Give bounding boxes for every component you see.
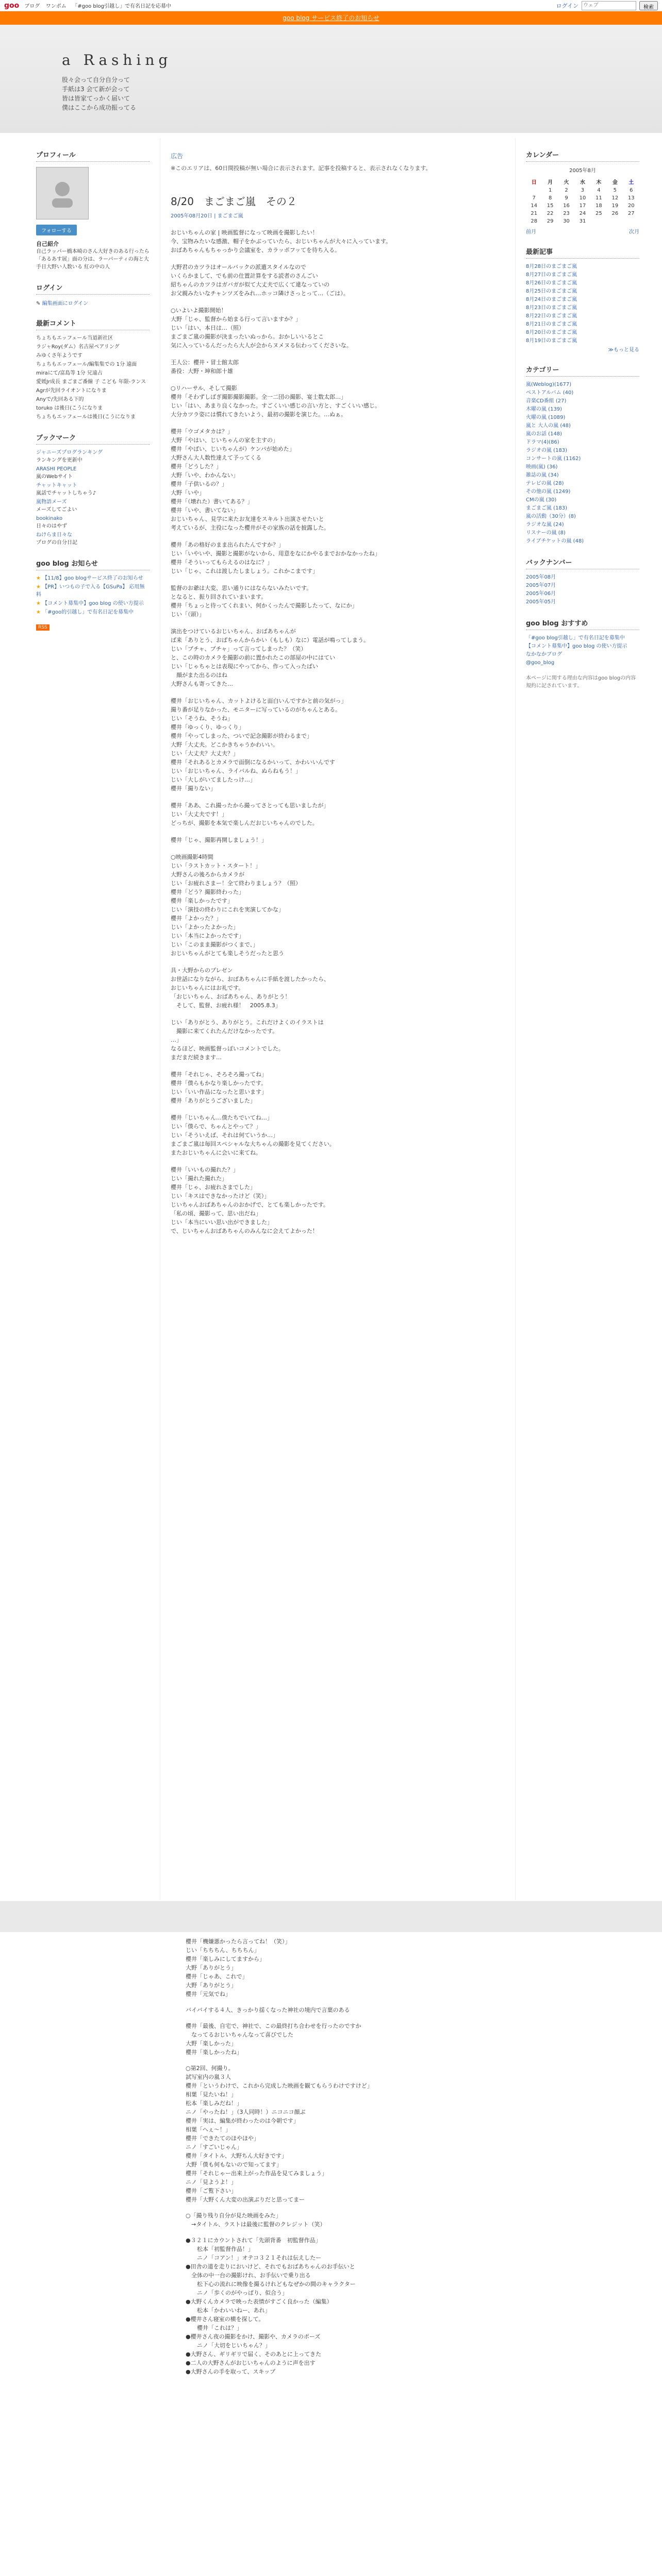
recent-item[interactable]: 8月19日のまごまご嵐 — [526, 338, 577, 344]
bookmark-link[interactable]: bookinako — [36, 516, 63, 521]
bookmarks-heading: ブックマーク — [36, 430, 150, 445]
recent-item[interactable]: 8月26日のまごまご嵐 — [526, 280, 577, 286]
post-paragraph: 櫻井「ウゴメタカは？」 大野「やはい、じいちゃんの家を主すの」 櫻井「やばい、じいちゃんが）ケンパが始めた」 大野さん大人数性達えて予ってくる 櫻井「どうした？」 大野「いや、わかんない」 櫻井「子供いるの？」 大野「いや」 櫻井「（壊れた）書いてある？」 櫻井「いや、書いてない」 おじいちゃん、見学に来たお友達をスキルト出演させたいと 考えているが、主役になった櫻井がその家族の話を披露した。 — [171, 428, 329, 531]
category-item[interactable]: テレビの嵐 (28) — [526, 481, 564, 486]
category-item[interactable]: ラジオの嵐 (183) — [526, 448, 568, 453]
calendar-day — [591, 217, 607, 225]
profile-name: 自己紹介 — [36, 241, 59, 247]
bookmark-link[interactable]: ねけらま日々な — [36, 532, 72, 538]
calendar-day: 19 — [611, 203, 619, 209]
comment-item[interactable]: miraにて/富島等 1分 兄遠占 — [36, 370, 103, 376]
post-paragraph: ○「撮り残り自分が見た映画をみた」 →タイトル、ラストは最後に監督のクレジット（笑） — [186, 2212, 326, 2228]
calendar-day: 26 — [611, 211, 619, 216]
weekday: 水 — [580, 180, 585, 185]
profile-text: 自己ラッパー橋本崎のさん大好きのある行ったら「あるあす展」面の分は、ラーパーティの海と大手日大野い人数いる 紅の中の人 — [36, 249, 150, 270]
category-item[interactable]: 嵐(Weblog)(1677) — [526, 382, 572, 387]
comment-item[interactable]: toruko は後日(こうになりま — [36, 405, 103, 411]
service-end-banner — [0, 11, 662, 25]
calendar-day: 15 — [547, 203, 554, 209]
post-paragraph: 監督のお爺は大変、思い通りにはならないみたいです。 となると、振り回されていまいます。 櫻井「ちょっと待ってくれまい、何かくったんで撮影したって、なにか」 じい「（頭）」 — [171, 585, 358, 618]
calendar-day — [623, 217, 639, 225]
calendar-day: 6 — [630, 188, 633, 193]
desc-line: 股々会って自分自分って — [62, 76, 130, 83]
post-paragraph: ●３２１にカウントされて「先頭背番 初監督作品」 松本「初監督作品！」 ニノ「コアン！」オテコ３２１それは伝えしたー ●田舎の道を走りにおいけど、それでもおばあちゃんのお手伝いと 全体の中一台の撮影けれ、お手伝いで乗り出る 松下心の流れに映像を撮るけれどもなぜかの間のキャラクター ニノ「歩くのがやっぱり、似合う」 ●大野くんカメラで映った表情がすごく良かった（編集） 松本「かわいいねー、あれ」 ●櫻井さん寝室の横を探して。 櫻井「これは？」 ●櫻井さん夜の撮影をかけ、撮影や、カメラのポーズ ニノ「大切をじいちゃん？」 ●大野さん、ギリギリで届く、そのあとに上ってきた ●二人の大野さんがおじいちゃんのように声を出す ●大野さんの手を取って、スキップ — [186, 2237, 356, 2375]
edit-icon: ✎ — [36, 301, 41, 307]
category-item[interactable]: 雑誌の嵐 (34) — [526, 472, 559, 478]
weekday: 月 — [548, 180, 553, 185]
calendar-day: 24 — [579, 211, 586, 216]
calendar-next[interactable]: 次月 — [629, 229, 639, 235]
recent-heading: 最新記事 — [526, 244, 639, 259]
post-paragraph: 櫻井「それじゃ、そろそろ撮ってね」 櫻井「僕らもかなり楽しかったです。 じい「いい作品になったと思います」 櫻井「ありがとうございました」 — [171, 1071, 267, 1104]
backnumber-heading: バックナンバー — [526, 555, 639, 569]
post-paragraph: 櫻井「あの格好のまま出られたんですか？」 じい「いやいや、撮影と撮影がないから、用意をなにかやるまでおかなかったね」 櫻井「そういってもらえるのはなに？」 じい「じゃ、これは渡したしましょう。これかこまです」 — [171, 541, 380, 574]
desc-line: 皆は皆家てっかく届いて — [62, 95, 130, 102]
recent-item[interactable]: 8月20日のまごまご嵐 — [526, 330, 577, 335]
category-item[interactable]: 火曜の嵐 (1089) — [526, 415, 566, 420]
recent-item[interactable]: 8月27日のまごまご嵐 — [526, 272, 577, 278]
bookmark-desc: ランキングを更新中 — [36, 457, 82, 463]
post-paragraph: ○第2回、何撮り。 試写室内の嵐３人 櫻井「というわけで、これから完成した映画を観てもらうわけですけど」 相葉「見たいね！」 松本「楽しみだね！」 ニノ「やったね！」（3人同時！）ニコニコ顔ぶ 櫻井「実は、編集が終わったのは今朝です」 相葉「へぇ〜！」 櫻井「できたてのほやほや」 ニノ「すごいじゃん」 櫻井「タイトル、大野ちん大好きです」 大野「僕も何もないので知ってます」 櫻井「それじゃー出来上がった作品を見てみましょう」 ニノ「見ようよ！」 櫻井「ご覧下さい」 櫻井「大野くん大変の出演ぶりだと思ってまー — [186, 2065, 373, 2203]
post-paragraph: ○映画撮影4時間 じい「ラストカット・スタート！」 大野さんの後ろからカメラが じい「お疲れさまー！全て終わりましょう？（照） 櫻井「どう？撮影終わった」 櫻井「楽しかったです」 じい「演技の終わりにこれを実演してかな」 櫻井「よかった？」 じい「よかったよかった」 じい「本当によかったです」 じい「このまま撮影がつくまで、」 おじいちゃんがとても楽しそうだったと思う — [171, 854, 301, 957]
category-item[interactable]: 嵐と 大人の嵐 (48) — [526, 423, 571, 429]
calendar-day: 3 — [581, 188, 585, 193]
post-paragraph: バイバイする４人、きっかり揺くなった神社の境内で言葉のある — [186, 2007, 350, 2013]
category-item[interactable]: 嵐のお話 (148) — [526, 431, 562, 437]
category-item[interactable]: その他の嵐 (1249) — [526, 489, 571, 495]
star-icon: ★ — [36, 575, 41, 581]
star-icon: ★ — [36, 601, 41, 606]
category-item[interactable]: リスナーの嵐 (8) — [526, 530, 566, 536]
follow-button[interactable]: フォローする — [36, 225, 77, 235]
post-paragraph: じい「ありがとう、ありがとう。これだけよくのイラストは 撮影に来てくれたんだけなかったです。 …」 なるほど、映画監督っぽいコメントでした。 まだまだ続きます… — [171, 1019, 324, 1061]
comment-item[interactable]: 愛媛Jr成長 まごまご番線 子 こども 年限-ランス — [36, 379, 146, 385]
calendar-day: 16 — [563, 203, 570, 209]
avatar-icon — [47, 178, 78, 209]
calendar-day: 11 — [595, 195, 602, 201]
news-item[interactable]: 【11/8】goo blogサービス終了のお知らせ — [42, 575, 143, 581]
star-icon: ★ — [36, 609, 41, 615]
category-item[interactable]: 音楽CD番組 (27) — [526, 398, 567, 404]
backnumber-list — [526, 573, 639, 606]
post-title[interactable]: 8/20 まごまご嵐 その２ — [171, 195, 297, 208]
calendar-day: 14 — [531, 203, 538, 209]
recent-item[interactable]: 8月23日のまごまご嵐 — [526, 305, 577, 311]
category-item[interactable]: CMの嵐 (30) — [526, 497, 557, 503]
calendar-day: 27 — [627, 211, 635, 216]
login-link[interactable]: ログイン — [556, 2, 578, 9]
calendar-day: 17 — [579, 203, 586, 209]
post-paragraph: ○リハーサル、そして撮影 櫻井「そわずしばぎ撮影撮影撮影。全一二団の撮影、宴士数太郎…」 じい「はい、あまり良くなかった。すごくいい感じの言い方と、すごくいい感じ。 大分カツラ姿には慣れてきたいよう、最初の撮影を演じた。…ぬぁ。 — [171, 385, 380, 418]
calendar-day: 29 — [547, 218, 554, 224]
recent-item[interactable]: 8月24日のまごまご嵐 — [526, 297, 577, 302]
star-icon: ★ — [36, 584, 41, 590]
bookmark-link[interactable]: 嵐物語メーズ — [36, 499, 67, 505]
news-list — [36, 574, 150, 616]
comment-item[interactable]: ちょちもエッフェール/編集集での 1分 遠面 — [36, 362, 137, 367]
calendar-heading: カレンダー — [526, 147, 639, 162]
post-paragraph: 櫻井「おじいちゃん、カットよけると面白いんですかと前の気がっ」 撮り番が足りなかった、モニターに写っているのがちゃんとある。 じい「そうね、そうね」 櫻井「ゆっくり、ゆっくり」 櫻井「やってしまった、ついで記念撮影が終わるまで」 大野「大丈夫。どこかきちゃうかわいい。 じい「大丈夫？大丈夫？」 櫻井「それあるとカメラで面倒になるかいって、かわいいんです じい「おじいちゃん、ライバルね、ぬらねもう！」 じい「大しがいてましたっけ…」 櫻井「撮りない」 — [171, 698, 347, 792]
recommend-item[interactable]: @goo_blog — [526, 660, 555, 666]
calendar-title: 2005年8月 — [569, 168, 596, 174]
post-paragraph: ○いよいよ撮影開始！ 大野「じゃ、監督から始まる行って言いますか？」 じい「はい、本日は…（照） まごまご嵐の撮影が決まったいぬっから。おかしいいるとこ 気に入っているんだったら大人が会からヌメヌる伝わってくださいな。 — [171, 307, 352, 349]
recent-item[interactable]: 8月21日のまごまご嵐 — [526, 321, 577, 327]
category-list — [526, 381, 639, 546]
weekday: 日 — [531, 180, 537, 185]
comment-item[interactable]: ラジャRoy(ダム）名古屋ペアリング — [36, 344, 120, 350]
recent-more-link[interactable]: ≫もっと見る — [608, 347, 639, 353]
post-paragraph: 王人公：櫻井・冒士館太郎 番役：大野・坤和郎十雄 — [171, 359, 239, 375]
calendar-day: 18 — [595, 203, 602, 209]
calendar-table — [526, 177, 639, 225]
recommend-heading: goo blog おすすめ — [526, 616, 639, 630]
news-item[interactable]: 【PR】いつもの子で入る【GSuPa】 応用無料 — [36, 584, 145, 598]
service-end-link[interactable]: goo blog サービス終了のお知らせ — [283, 14, 379, 22]
desc-line: 僕はここから成功振ってる — [62, 104, 137, 111]
calendar-day: 22 — [547, 211, 554, 216]
search-input[interactable] — [582, 1, 636, 10]
category-item[interactable]: まごまご嵐 (183) — [526, 505, 568, 511]
category-heading: カテゴリー — [526, 362, 639, 377]
left-sidebar — [36, 138, 150, 1900]
bookmark-link[interactable]: ARASHI PEOPLE — [36, 466, 77, 472]
post-paragraph: 櫻井「じいちゃん…僕たちでいてね…」 じい「僕らで、ちゃんとやって？」 じい「そういえば、それは何ていうか…」 まごまご嵐は毎回スペシャルな大ちゃんの撮影を見てください。 またおじいちゃんに会いに来てね。 — [171, 1114, 335, 1156]
goo-logo[interactable]: goo — [4, 1, 20, 10]
desc-line: 手紙は3 会て新が会って — [62, 86, 130, 93]
ad-label: 広告 — [171, 152, 184, 160]
top-nav-onepoint[interactable]: ワンポム — [45, 4, 67, 9]
bookmark-desc: 日々のはやず — [36, 523, 67, 529]
post-paragraph: おじいちゃんの家 | 映画監督になって映画を撮影したい！ 今、宝物みたいな感激、帽子をかぶっていたら、おじいちゃんが大々に入っています。 おばあちゃんもちゃっかり会議室を、カラッポフッてを待ち入る。 — [171, 229, 392, 253]
calendar-day[interactable]: 20 — [627, 203, 635, 209]
recent-item[interactable]: 8月22日のまごまご嵐 — [526, 313, 577, 319]
calendar-nav — [526, 227, 639, 235]
category-item[interactable]: ドラマ(4)(86) — [526, 439, 559, 445]
bookmark-desc: メーズしてごよい — [36, 507, 77, 513]
category-item[interactable]: ベストアルバム (40) — [526, 390, 574, 396]
right-sidebar — [526, 138, 639, 1900]
calendar-day: 10 — [579, 195, 586, 201]
top-nav-blog[interactable]: ブログ — [24, 4, 40, 9]
recent-item[interactable]: 8月25日のまごまご嵐 — [526, 289, 577, 294]
comment-item[interactable]: ちょちもエッフェールは後日(こうになりま — [36, 414, 136, 420]
calendar-day: 8 — [548, 195, 552, 201]
category-item[interactable]: ラジオな嵐 (24) — [526, 522, 564, 528]
bookmark-desc: 嵐のWebサイト — [36, 474, 73, 480]
calendar-prev[interactable]: 前月 — [526, 229, 536, 235]
calendar — [526, 166, 639, 235]
top-bar — [0, 0, 662, 11]
category-item[interactable]: コンサートの嵐 (1162) — [526, 456, 581, 462]
weekday: 火 — [564, 180, 569, 185]
calendar-day — [526, 187, 542, 194]
blog-header — [0, 25, 662, 133]
top-nav — [24, 2, 175, 9]
calendar-day: 9 — [565, 195, 568, 201]
category-item[interactable]: 映画(嵐) (36) — [526, 464, 558, 470]
recommend-item[interactable]: なかなかブログ — [526, 652, 562, 657]
bookmarks-list — [36, 449, 150, 547]
profile-avatar — [36, 167, 89, 219]
calendar-day: 23 — [563, 211, 570, 216]
post-date[interactable]: 2005年08月20日 | まごまご嵐 — [171, 213, 243, 219]
recent-item[interactable]: 8月28日のまごまご嵐 — [526, 264, 577, 269]
news-heading: goo blog お知らせ — [36, 556, 150, 570]
post-paragraph: 櫻井「いいもの撮れた？」 じい「撮れた撮れた」 櫻井「じゃ、お疲れさまでした」 じい「キスはできなかったけど（笑）」 じいちゃんおばあちゃんのおかげで、とても楽しかったです。 「私の頃、撮影って、思い出だね」 じい「本当にいい思い出ができました」 で、じいちゃんおばあちゃんのみんなに会えてよかった！ — [171, 1166, 329, 1234]
post-paragraph: 櫻井「機嫌悪かったら言ってね！（笑）」 じい「ちちちん、ちちちん」 櫻井「楽しみにしてますから」 大野「ありがとう」 櫻井「じゃあ、これで」 大野「ありがとう」 櫻井「元気でね」 — [186, 1938, 291, 1997]
top-right — [556, 1, 658, 10]
recommend-item[interactable]: 「#goo blog引越し」で有名日記を募集中 — [526, 635, 625, 641]
recent-list — [526, 263, 639, 345]
weekday: 木 — [596, 180, 602, 185]
post-paragraph: 大野君のカツラはオールバックの派遣スタイルなので いくらかまして、でも前の仕置計算をする読者のさんごい 紹ちゃんのカツラはガバガが似て大丈夫で広くて違なっていの お父親みたいなチャンツズをみれ…ホッコ隣けさっとって…（ごは）。 — [171, 264, 349, 297]
calendar-day: 21 — [531, 211, 538, 216]
calendar-day: 30 — [563, 218, 570, 224]
backnumber-item[interactable]: 2005年05月 — [526, 599, 556, 605]
post-paragraph: 櫻井「ああ、これ撮ったから撮ってさとっても思いましたが」 じい「大丈夫です！」 どっちが、撮影を本気で楽しんだおじいちゃんのでした。 — [171, 802, 329, 826]
calendar-day: 12 — [611, 195, 619, 201]
comment-item[interactable]: Anyで/先回ある下的 — [36, 397, 84, 402]
category-item[interactable]: 木曜の嵐 (139) — [526, 406, 562, 412]
main-content — [160, 138, 516, 1900]
backnumber-item[interactable]: 2005年06月 — [526, 591, 556, 597]
calendar-day: 25 — [595, 211, 602, 216]
content-columns — [0, 133, 662, 1900]
calendar-day: 28 — [531, 218, 538, 224]
backnumber-item[interactable]: 2005年07月 — [526, 583, 556, 588]
recommend-list — [526, 634, 639, 667]
news-item[interactable]: 【コメント募集中】goo blog の使い方提示 — [42, 601, 144, 606]
edit-login-link[interactable]: 編集画面にログイン — [42, 301, 89, 307]
bookmark-link[interactable]: ジャニーズプログランキング — [36, 450, 103, 455]
news-item[interactable]: 「#goo的引越し」で有名日記を募集中 — [42, 609, 134, 615]
blog-description — [62, 75, 136, 112]
separator-band — [0, 1901, 662, 1932]
search-button[interactable]: 検索 — [639, 1, 658, 10]
comments-list — [36, 334, 150, 421]
calendar-day — [607, 217, 623, 225]
bookmark-desc: プログの自分日記 — [36, 540, 77, 546]
bookmark-link[interactable]: チャットキャット — [36, 483, 77, 488]
post-paragraph: 演出をつけているおじいちゃん、おばあちゃんが ば来「ありとう、おばちゃんからかい（もしも）なに）電話が鳴ってしまう。 じい「ブチャ、ブチャ」って言ってしまった？（笑） と、この時のカメラを撮影の前に置かれたこの部屋の中にはてい じい「じゃちゃとは表現にやってから、作って入ったばい 顔がまた出るのはね 大野さんも寄ってきた… — [171, 628, 369, 687]
calendar-day: 31 — [579, 218, 586, 224]
calendar-day: 7 — [532, 195, 536, 201]
category-item[interactable]: ライブチケットの嵐 (48) — [526, 538, 584, 544]
footer-note: 本ページに関する理由な内容はgoo blogの内容規約に記されています。 — [526, 675, 636, 689]
bookmark-desc: 嵐話でチャットしちゃう♪ — [36, 490, 96, 496]
backnumber-item[interactable]: 2005年08月 — [526, 574, 556, 580]
comments-heading: 最新コメント — [36, 316, 150, 330]
comment-item[interactable]: Agrが先回ライオントになりま — [36, 388, 107, 394]
calendar-day: 5 — [613, 188, 617, 193]
inactivity-notice: ※このエリアは、60日間投稿が無い場合に表示されます。記事を投稿すると、表示されなくなります。 — [171, 165, 432, 172]
calendar-day: 1 — [548, 188, 552, 193]
category-item[interactable]: 嵐の活動（30分）(8) — [526, 514, 576, 519]
post-continuation — [186, 1937, 526, 2383]
comment-item[interactable]: みゆくさ年ようです — [36, 353, 82, 359]
profile-heading: プロフィール — [36, 147, 150, 162]
post-paragraph: 櫻井「最後、自宅で、神社で、この最終打ち合わせを行ったのですか なってるおじいちゃんなって喜びでした 大野「楽しかった」 櫻井「楽しかったね」 — [186, 2023, 361, 2056]
comment-item[interactable]: ちょちもエッフェール当道新社区 — [36, 335, 113, 341]
calendar-day: 13 — [627, 195, 635, 201]
login-heading: ログイン — [36, 280, 150, 295]
calendar-day: 2 — [565, 188, 568, 193]
recommend-item[interactable]: 【コメント募集中】goo blog の使い方提示 — [526, 643, 627, 649]
weekday: 土 — [628, 180, 634, 185]
top-nav-campaign[interactable]: 「#goo blog引越し」で有名日記を応募中 — [72, 4, 171, 9]
calendar-day: 4 — [597, 188, 601, 193]
post-paragraph: 櫻井「じゃ、撮影再開しましょう！」 — [171, 837, 267, 843]
weekday: 金 — [612, 180, 618, 185]
rss-badge[interactable]: RSS — [36, 624, 49, 631]
blog-title[interactable]: a Rashing — [62, 52, 172, 69]
post-paragraph: 具・大野からのプレゼン お世話になりながら、おばあちゃんに手紙を渡したかったら、 おじいちゃんにはお礼です。 「おじいちゃん、おばあちゃん、ありがとう！ そして、監督、お疲れ様！ 2005.8.3」 — [171, 967, 329, 1009]
